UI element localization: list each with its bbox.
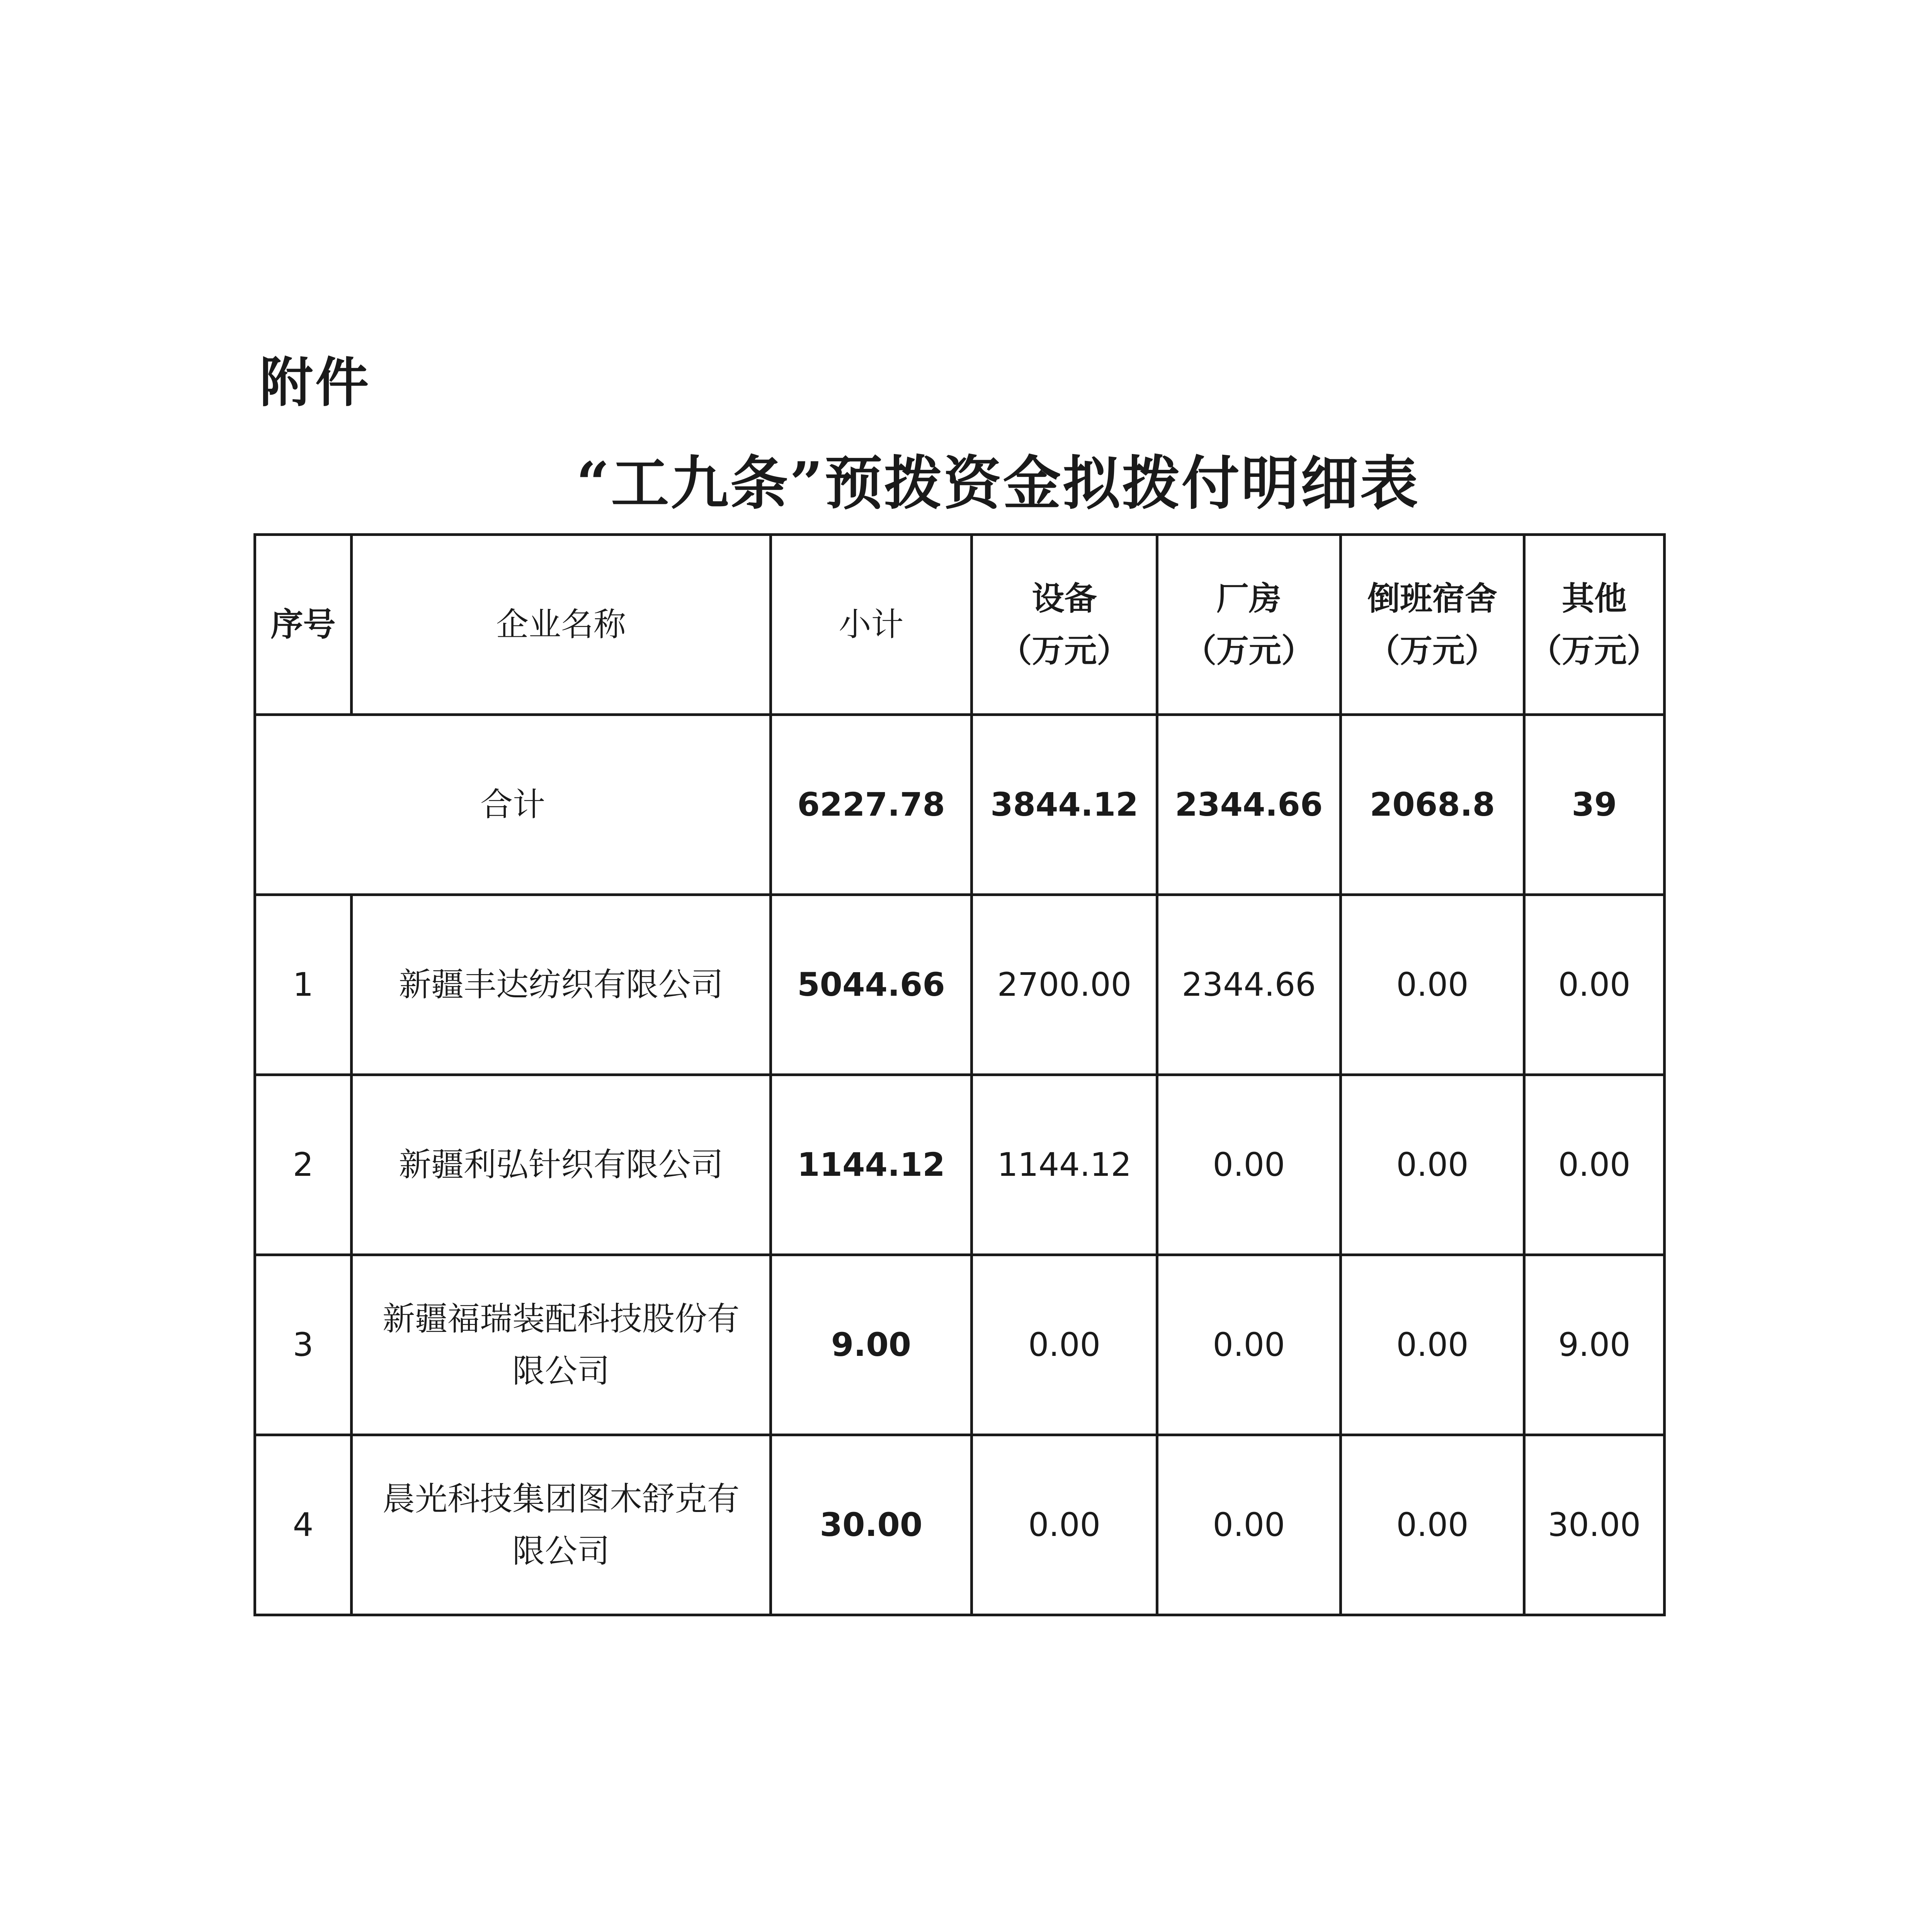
attachment-label: 附件 xyxy=(260,352,371,414)
total-subtotal: 6227.78 xyxy=(771,715,972,895)
row-company xyxy=(352,895,771,1075)
header-dormitory-unit: （万元） xyxy=(1367,631,1497,670)
row-index: 1 xyxy=(255,895,352,1075)
row-index: 4 xyxy=(255,1435,352,1615)
row-company xyxy=(352,1255,771,1435)
total-dormitory: 2068.8 xyxy=(1341,715,1524,895)
total-plant: 2344.66 xyxy=(1157,715,1341,895)
row-plant: 0.00 xyxy=(1157,1255,1341,1435)
header-other-label: 其他 xyxy=(1561,580,1627,618)
row-company-line: 新疆福瑞装配科技股份有 xyxy=(382,1300,740,1338)
total-equipment: 3844.12 xyxy=(972,715,1157,895)
row-plant: 2344.66 xyxy=(1157,895,1341,1075)
row-dormitory: 0.00 xyxy=(1341,1075,1524,1255)
row-company xyxy=(352,1075,771,1255)
header-dormitory-label: 倒班宿舍 xyxy=(1367,580,1497,618)
header-other-unit: （万元） xyxy=(1529,631,1660,670)
row-other: 0.00 xyxy=(1524,1075,1665,1255)
document-title: “工九条”预拨资金拟拨付明细表 xyxy=(576,449,1420,517)
row-dormitory: 0.00 xyxy=(1341,895,1524,1075)
table-row xyxy=(255,1075,1665,1255)
row-company-line: 新疆利弘针织有限公司 xyxy=(398,1146,723,1184)
header-index: 序号 xyxy=(255,535,352,715)
header-equipment xyxy=(972,535,1157,715)
row-subtotal: 9.00 xyxy=(771,1255,972,1435)
row-company-line: 限公司 xyxy=(512,1532,610,1570)
row-company xyxy=(352,1435,771,1615)
table-row xyxy=(255,1435,1665,1615)
row-equipment: 0.00 xyxy=(972,1435,1157,1615)
header-equipment-unit: （万元） xyxy=(999,631,1129,670)
row-other: 0.00 xyxy=(1524,895,1665,1075)
table-row xyxy=(255,1255,1665,1435)
header-plant-unit: （万元） xyxy=(1184,631,1314,670)
row-other: 9.00 xyxy=(1524,1255,1665,1435)
row-company-line: 新疆丰达纺织有限公司 xyxy=(398,966,723,1004)
row-plant: 0.00 xyxy=(1157,1075,1341,1255)
header-plant xyxy=(1157,535,1341,715)
row-subtotal: 30.00 xyxy=(771,1435,972,1615)
row-other: 30.00 xyxy=(1524,1435,1665,1615)
header-equipment-label: 设备 xyxy=(1032,580,1097,618)
row-dormitory: 0.00 xyxy=(1341,1435,1524,1615)
header-plant-label: 厂房 xyxy=(1216,580,1281,618)
allocation-detail-table xyxy=(253,533,1666,1616)
row-index: 2 xyxy=(255,1075,352,1255)
row-equipment: 0.00 xyxy=(972,1255,1157,1435)
row-subtotal: 1144.12 xyxy=(771,1075,972,1255)
row-dormitory: 0.00 xyxy=(1341,1255,1524,1435)
header-other xyxy=(1524,535,1665,715)
row-subtotal: 5044.66 xyxy=(771,895,972,1075)
table-row xyxy=(255,895,1665,1075)
total-other: 39 xyxy=(1524,715,1665,895)
header-dormitory xyxy=(1341,535,1524,715)
row-plant: 0.00 xyxy=(1157,1435,1341,1615)
row-index: 3 xyxy=(255,1255,352,1435)
header-row xyxy=(255,535,1665,715)
header-subtotal: 小计 xyxy=(771,535,972,715)
header-company: 企业名称 xyxy=(352,535,771,715)
row-company-line: 限公司 xyxy=(512,1352,610,1390)
row-equipment: 2700.00 xyxy=(972,895,1157,1075)
total-row xyxy=(255,715,1665,895)
total-label: 合计 xyxy=(255,715,771,895)
row-company-line: 晨光科技集团图木舒克有 xyxy=(382,1480,740,1518)
row-equipment: 1144.12 xyxy=(972,1075,1157,1255)
